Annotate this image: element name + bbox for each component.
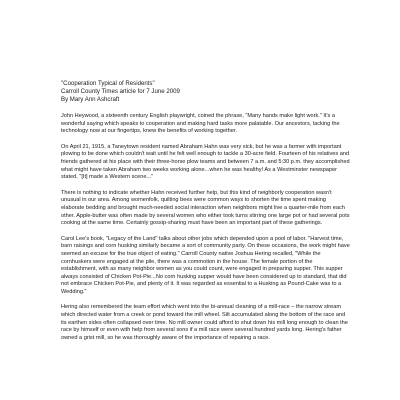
article-title: "Cooperation Typical of Residents" <box>61 80 155 87</box>
article-byline: By Mary Ann Ashcraft <box>61 96 120 103</box>
article-body <box>61 113 350 342</box>
paragraph-4: Carol Lee's book, "Legacy of the Land" talks about other jobs which depended upon a pool of labor. "Harvest time, barn raisings and corn husking similarly became a sort of community party. On these occasions, the work might have seemed an excuse for the true object of eating." Carroll County native Joshua Hering recalled, "While the cornhuskers were engaged at the pile, there was a commotion in the house. The female portion of the establishment, with as many neighbor women as you could count, were engaged in preparing supper. This supper always consisted of Chicken Pot-Pie...No corn husking supper would have been considered up to standard, that did not embrace Chicken Pot-Pie, and plenty of it. It was regarded as essential to a Husking as Pound-Cake was to a Wedding." <box>61 235 350 295</box>
paragraph-1: John Heywood, a sixteenth century English playwright, coined the phrase, "Many hands make light work." It's a wonderful saying which speaks to cooperation and making hard tasks more palatable. Our ancestors, lacking the technology now at our fingertips, knew the benefits of working together. <box>61 113 340 135</box>
article-subtitle: Carroll County Times article for 7 June 2009 <box>61 88 180 95</box>
article-header <box>61 80 350 104</box>
paragraph-5: Hering also remembered the team effort which went into the bi-annual cleaning of a mill-race – the narrow stream which directed water from a creek or pond toward the mill wheel. Silt accumulated along the bottom of the race and its earthen sides often collapsed over time. No mill owner could afford to shut down his mill long enough to clean the race by himself or even with help from several sons if a mill race were several hundred yards long. Hering's father owned a grist mill, so he was thoroughly aware of the importance of repairing a race. <box>61 304 348 341</box>
paragraph-2: On April 21, 1915, a Taneytown resident named Abraham Hahn was very sick, but he was a farmer with important plowing to be done which couldn't wait until he felt well enough to tackle a 30-acre field. Fourteen of his relatives and friends gathered at his place with their three-horse plow teams and between 7 a.m. and 5:30 p.m. they accomplished what might have taken Abraham two weeks working alone...when he was healthy! As a Westminster newspaper stated, "[It] made a Western scene..." <box>61 143 350 181</box>
paragraph-3: There is nothing to indicate whether Hahn received further help, but this kind of neighborly cooperation wasn't unusual in our area. Among womenfolk, quilting bees were common ways to shorten the time spent making elaborate bedding and brought much-needed social interaction when neighbors might live a quarter-mile from each other. Apple-butter was often made by several women who either took turns stirring one large pot or had several pots cooking at the same time. Certainly gossip-sharing must have been an important part of these gatherings. <box>61 189 350 227</box>
